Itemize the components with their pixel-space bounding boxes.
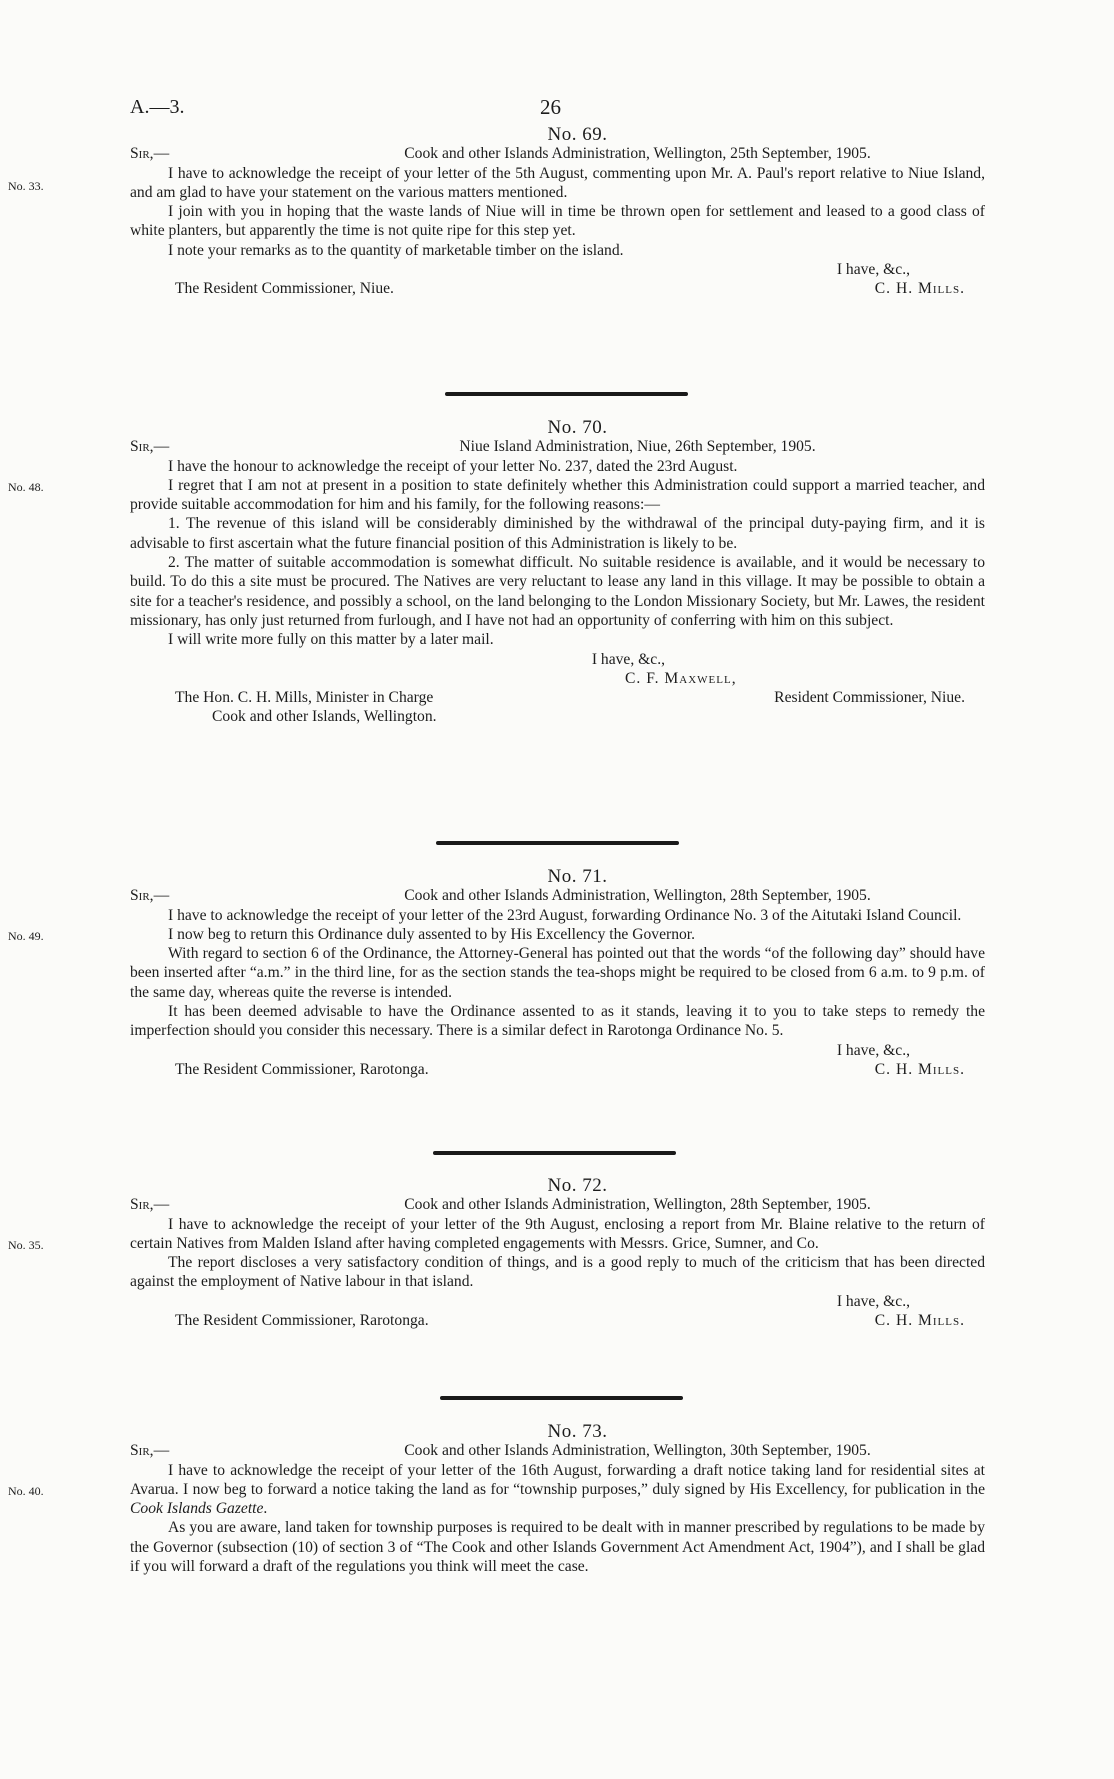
salutation: Sir,— [130,438,170,456]
letter-70 [8,417,985,727]
section-divider [433,1151,676,1155]
letter-number: No. 72. [547,1175,608,1196]
letter-number: No. 69. [547,124,608,145]
signature-row [130,1311,985,1330]
paragraph: I have to acknowledge the receipt of your letter of the 5th August, commenting upon Mr. A. Paul's report relative to Niue Island, and am glad to have your statement on the various matters mentioned. [130,164,985,201]
signature: C. H. Mills. [874,280,965,298]
signature: C. H. Mills. [874,1312,965,1330]
dateline: Cook and other Islands Administration, Wellington, 25th September, 1905. [404,145,871,163]
paragraph: As you are aware, land taken for township purposes is required to be dealt with in manner prescribed by regulations to be made by the Governor (subsection (10) of section 3 of “The Cook and other Islands Government Act Amendment Act, 1904”), and I shall be glad if you will forward a draft of the regulations you think will meet the case. [130,1519,985,1576]
signature-row [130,279,985,298]
margin-reference: No. 33. [8,179,44,193]
letter-73 [8,1421,985,1576]
letter-number: No. 70. [547,417,608,438]
paragraph: I have to acknowledge the receipt of your letter of the 9th August, enclosing a report from Mr. Blaine relative to the return of certain Natives from Malden Island after having completed engagements with Messrs. Grice, Sumner, and Co. [130,1215,985,1252]
margin-reference: No. 35. [8,1238,44,1252]
paragraph: I note your remarks as to the quantity of marketable timber on the island. [168,241,624,259]
paragraph: 2. The matter of suitable accommodation is somewhat difficult. No suitable residence is available, and it would be necessary to build. To do this a site must be procured. The Natives are very reluctant to lease any land in this village. It may be possible to obtain a site for a teacher's residence, and possibly a school, on the land belonging to the London Missionary Society, but Mr. Lawes, the resident missionary, has only just returned from furlough, and I have not had an opportunity of conferring with him on this subject. [130,554,985,629]
salutation: Sir,— [130,1196,170,1214]
closing: I have, &c., [836,261,910,279]
addressee-line-2: Cook and other Islands, Wellington. [212,708,437,726]
letter-69 [8,124,985,299]
signature-row [130,688,985,707]
dateline-row [130,1441,985,1460]
paragraph [130,1461,985,1519]
margin-reference: No. 40. [8,1484,44,1498]
section-divider [440,1396,683,1400]
dateline-row [130,144,985,163]
dateline: Niue Island Administration, Niue, 26th September, 1905. [459,438,816,456]
paragraph: I have the honour to acknowledge the receipt of your letter No. 237, dated the 23rd August. [168,457,738,475]
signature-title: Resident Commissioner, Niue. [774,689,965,707]
dateline-row [130,886,985,905]
letter-number: No. 73. [547,1421,608,1442]
section-reference: A.—3. [130,96,185,118]
paragraph: The report discloses a very satisfactory condition of things, and is a good reply to much of the criticism that has been directed against the employment of Native labour in that island. [130,1254,985,1291]
section-divider [445,392,688,396]
margin-reference: No. 48. [8,480,44,494]
closing: I have, &c., [591,650,665,668]
salutation: Sir,— [130,887,170,905]
signature: C. F. Maxwell, [625,669,737,687]
closing: I have, &c., [836,1292,910,1310]
paragraph: I now beg to return this Ordinance duly assented to by His Excellency the Governor. [168,925,696,943]
paragraph: I join with you in hoping that the waste lands of Niue will in time be thrown open for settlement and leased to a good class of white planters, but apparently the time is not quite ripe for this step yet. [130,203,985,240]
paragraph-text: I have to acknowledge the receipt of your letter of the 16th August, forwarding a draft notice taking land for residential sites at Avarua. I now beg to forward a notice taking the land as for “township purposes,” duly signed by His Excellency, for publication in the [130,1461,985,1498]
dateline: Cook and other Islands Administration, Wellington, 28th September, 1905. [404,1196,871,1214]
salutation: Sir,— [130,1442,170,1460]
dateline-row [130,437,985,456]
letter-number: No. 71. [547,866,608,887]
signature-row [130,1060,985,1079]
paragraph-end: . [263,1500,268,1518]
page-number: 26 [540,95,561,119]
dateline: Cook and other Islands Administration, Wellington, 30th September, 1905. [404,1442,871,1460]
addressee: The Resident Commissioner, Niue. [175,280,394,298]
signature: C. H. Mills. [874,1060,965,1078]
addressee: The Resident Commissioner, Rarotonga. [175,1060,429,1078]
paragraph: With regard to section 6 of the Ordinance, the Attorney-General has pointed out that the words “of the following day” should have been inserted after “a.m.” in the third line, for as the section stands the tea-shops might be required to be closed from 6 a.m. to 9 p.m. of the same day, whereas quite the reverse is intended. [130,945,985,1001]
dateline: Cook and other Islands Administration, Wellington, 28th September, 1905. [404,887,871,905]
gazette-title: Cook Islands Gazette [130,1500,264,1518]
paragraph: It has been deemed advisable to have the Ordinance assented to as it stands, leaving it to you to take steps to remedy the imperfection should you consider this necessary. There is a similar defect in Rarotonga Ordinance No. 5. [130,1003,985,1040]
letter-72 [8,1175,985,1330]
paragraph: 1. The revenue of this island will be considerably diminished by the withdrawal of the principal duty-paying firm, and it is advisable to first ascertain what the future financial position of this Administration is likely to be. [130,515,985,552]
paragraph: I have to acknowledge the receipt of your letter of the 23rd August, forwarding Ordinance No. 3 of the Aitutaki Island Council. [168,906,962,924]
salutation: Sir,— [130,145,170,163]
addressee: The Resident Commissioner, Rarotonga. [175,1312,429,1330]
paragraph: I regret that I am not at present in a position to state definitely whether this Administration could support a married teacher, and provide suitable accommodation for him and his family, for the following reasons:— [130,476,985,514]
paragraph: I will write more fully on this matter by a later mail. [168,631,494,649]
letter-71 [8,866,985,1079]
margin-reference: No. 49. [8,929,44,943]
closing: I have, &c., [836,1041,910,1059]
addressee: The Hon. C. H. Mills, Minister in Charge [175,689,434,707]
dateline-row [130,1195,985,1214]
section-divider [436,841,679,845]
